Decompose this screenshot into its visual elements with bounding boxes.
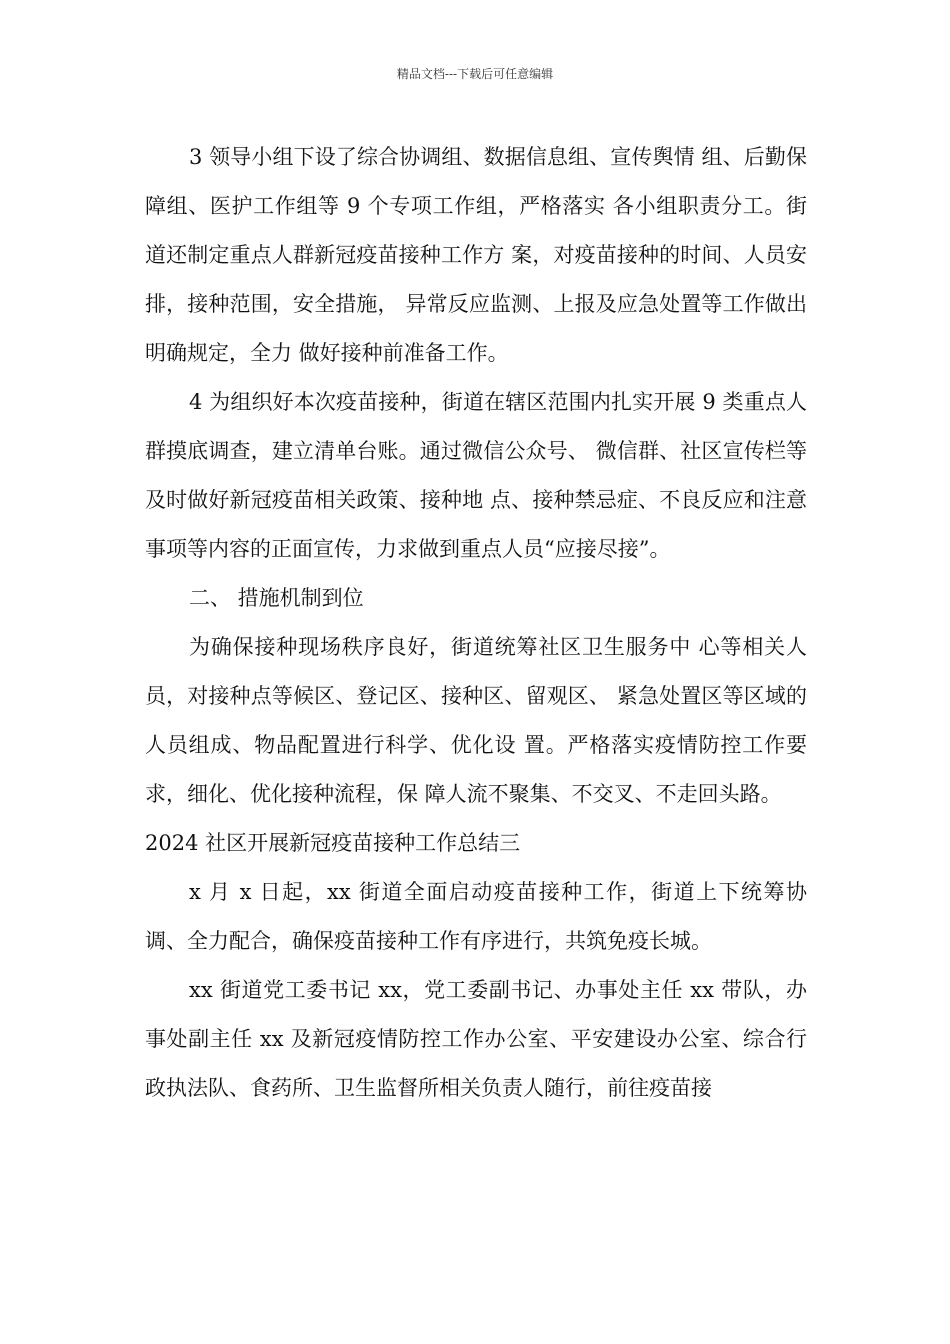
document-body — [145, 133, 807, 1113]
page-header: 精品文档---下载后可任意编辑 — [396, 67, 554, 81]
document-title-summary-three: 2024 社区开展新冠疫苗接种工作总结三 — [145, 831, 521, 855]
paragraph-inspection: xx 街道党工委书记 xx，党工委副书记、办事处主任 xx 带队，办事处副主任 xx 及新冠疫情防控工作办公室、平安建设办公室、综合行政执法队、食药所、卫生监督所相关负责人随行，前往疫苗接 — [145, 978, 807, 1100]
section-heading-measures: 二、 措施机制到位 — [189, 586, 364, 610]
paragraph-site-order: 为确保接种现场秩序良好，街道统筹社区卫生服务中 心等相关人员，对接种点等候区、登记区、接种区、留观区、 紧急处置区等区域的人员组成、物品配置进行科学、优化设 置。严格落实疫情防控工作要求，细化、优化接种流程，保 障人流不聚集、不交叉、不走回头路。 — [145, 635, 807, 806]
paragraph-leadership-groups: 3 领导小组下设了综合协调组、数据信息组、宣传舆情 组、后勤保障组、医护工作组等 9 个专项工作组，严格落实 各小组职责分工。街道还制定重点人群新冠疫苗接种工作方 案，对疫苗接种的时间、人员安排，接种范围，安全措施， 异常反应监测、上报及应急处置等工作做出明确规定，全力 做好接种前准备工作。 — [145, 145, 807, 365]
paragraph-survey-publicity: 4 为组织好本次疫苗接种，街道在辖区范围内扎实开展 9 类重点人群摸底调查，建立清单台账。通过微信公众号、 微信群、社区宣传栏等及时做好新冠疫苗相关政策、接种地 点、接种禁忌症、不良反应和注意事项等内容的正面宣传，力求做到重点人员“应接尽接”。 — [145, 390, 807, 561]
paragraph-launch: x 月 x 日起，xx 街道全面启动疫苗接种工作，街道上下统筹协调、全力配合，确保疫苗接种工作有序进行，共筑免疫长城。 — [145, 880, 807, 953]
